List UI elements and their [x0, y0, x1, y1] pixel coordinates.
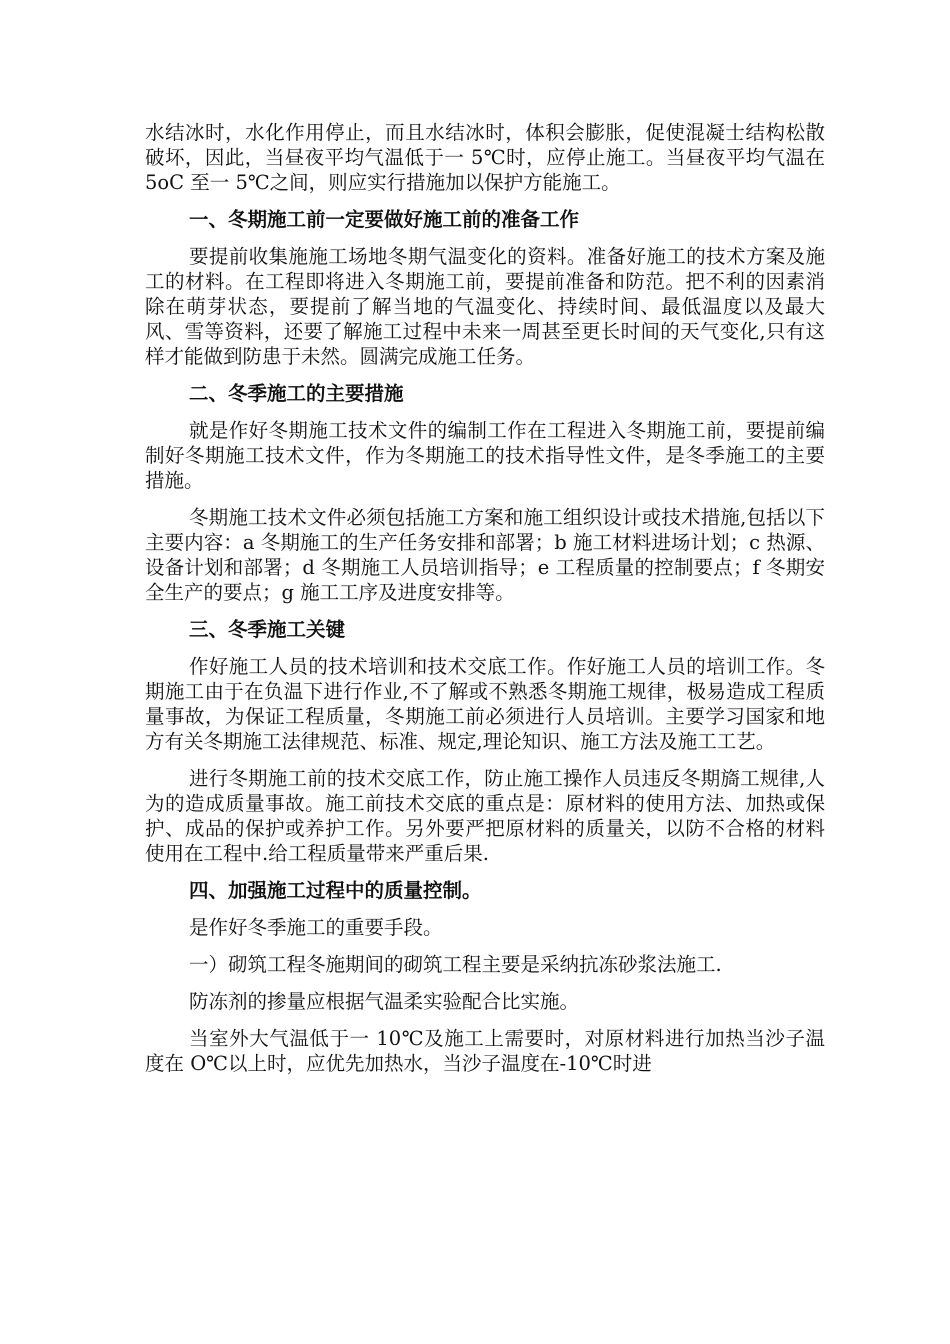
paragraph-main-measures: 就是作好冬期施工技术文件的编制工作在工程进入冬期施工前，要提前编制好冬期施工技术文件，作为冬期施工的技术指导性文件，是冬季施工的主要措施。: [145, 419, 825, 492]
section-heading-2: 二、冬季施工的主要措施: [189, 382, 404, 405]
paragraph-masonry: 一）砌筑工程冬施期间的砌筑工程主要是采纳抗冻砂浆法施工.: [189, 953, 722, 976]
paragraph-heating: 当室外大气温低于一 10℃及施工上需要时，对原材料进行加热当沙子温度在 O℃以上时，应优先加热水，当沙子温度在-10℃时进: [145, 1027, 825, 1075]
paragraph-training: 作好施工人员的技术培训和技术交底工作。作好施工人员的培训工作。冬期施工由于在负温下进行作业,不了解或不熟悉冬期施工规律，极易造成工程质量事故，为保证工程质量，冬期施工前必须进行人员培训。主要学习国家和地方有关冬期施工法律规范、标准、规定,理论知识、施工方法及施工工艺。: [145, 655, 825, 753]
document-page: [145, 120, 825, 1088]
paragraph-intro: 水结冰时，水化作用停止，而且水结冰时，体积会膨胀，促使混凝士结构松散破坏，因此，当昼夜平均气温低于一 5℃时，应停止施工。当昼夜平均气温在 5oC 至一 5℃之间，则应实行措施加以保护方能施工。: [145, 121, 825, 194]
paragraph-preparation: 要提前收集施施工场地冬期气温变化的资料。准备好施工的技术方案及施工的材料。在工程即将进入冬期施工前，要提前准备和防范。把不利的因素消除在萌芽状态，要提前了解当地的气温变化、持续时间、最低温度以及最大风、雪等资料，还要了解施工过程中未来一周甚至更长时间的天气变化,只有这样才能做到防患于未然。圆满完成施工任务。: [145, 245, 825, 368]
paragraph-technical-briefing: 进行冬期施工前的技术交底工作，防止施工操作人员违反冬期旖工规律,人为的造成质量事故。施工前技术交底的重点是：原材料的使用方法、加热或保护、成品的保护或养护工作。另外要严把原材料的质量关，以防不合格的材料使用在工程中.给工程质量带来严重后果.: [145, 767, 825, 865]
section-heading-3: 三、冬季施工关键: [189, 618, 346, 641]
section-heading-4: 四、加强施工过程中的质量控制。: [189, 879, 482, 902]
paragraph-technical-documents: 冬期施工技术文件必须包括施工方案和施工组织设计或技术措施,包括以下主要内容：a 冬期施工的生产任务安排和部署；b 施工材料进场计划；c 热源、设备计划和部署；d 冬期施工人员培训指导；e 工程质量的控制要点；f 冬期安全生产的要点；g 施工工序及进度安排等。: [145, 506, 825, 604]
section-heading-1: 一、冬期施工前一定要做好施工前的准备工作: [189, 208, 580, 231]
paragraph-antifreeze: 防冻剂的掺量应根据气温柔实验配合比实施。: [189, 990, 580, 1013]
paragraph-key-means: 是作好冬季施工的重要手段。: [189, 916, 443, 939]
